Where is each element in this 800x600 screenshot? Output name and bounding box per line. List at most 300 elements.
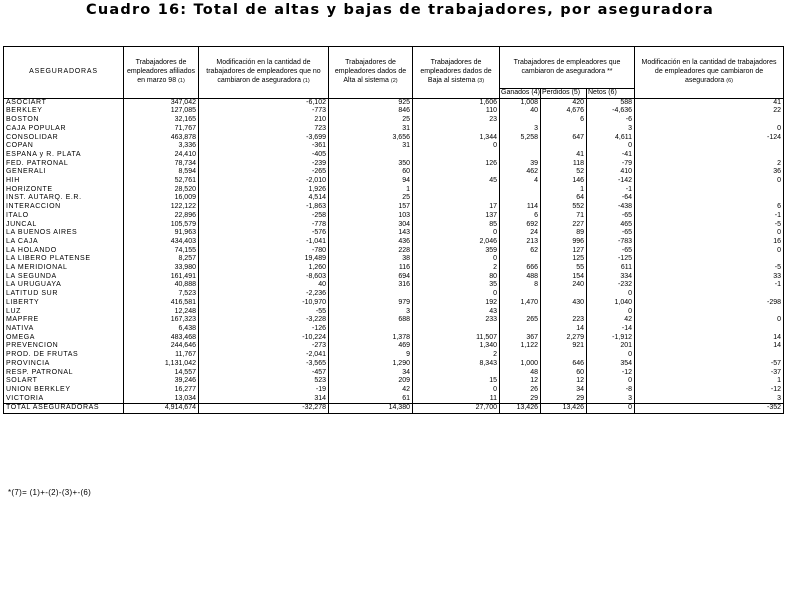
subheader-netos: Netos (6) [587,89,635,99]
cell-ganados: 8 [500,281,541,290]
cell-bajas: 137 [413,212,500,221]
table-row [4,325,784,334]
header-aseguradoras: ASEGURADORAS [4,47,124,99]
cell-aseguradora-name: GENERALI [4,168,124,177]
table-row [4,377,784,386]
cell-modificacion-cambio: -124 [635,134,784,143]
cell-altas: 25 [329,116,413,125]
cell-ganados: 29 [500,395,541,404]
cell-perdidos [541,308,587,317]
cell-modificacion-cambio [635,151,784,160]
cell-modificacion-cambio: 0 [635,125,784,134]
table-body [4,98,784,413]
cell-ganados: 3 [500,125,541,134]
cell-bajas: 110 [413,107,500,116]
cell-perdidos [541,142,587,151]
altas-bajas-table [3,46,784,414]
cell-altas: 14,380 [329,404,413,414]
cell-trabajadores-marzo: 22,896 [124,212,199,221]
cell-modificacion-cambio [635,255,784,264]
cell-netos: -79 [587,160,635,169]
cell-modificacion-sin-cambio: -2,041 [199,351,329,360]
cell-bajas: 17 [413,203,500,212]
cell-trabajadores-marzo: 4,914,674 [124,404,199,414]
cell-altas: 38 [329,255,413,264]
cell-aseguradora-name: LA MERIDIONAL [4,264,124,273]
cell-netos: 0 [587,142,635,151]
cell-bajas: 233 [413,316,500,325]
cell-modificacion-sin-cambio: -32,278 [199,404,329,414]
cell-modificacion-sin-cambio: -773 [199,107,329,116]
table-row [4,168,784,177]
cell-ganados: 39 [500,160,541,169]
cell-bajas: 2,046 [413,238,500,247]
cell-bajas: 192 [413,299,500,308]
cell-aseguradora-name: NATIVA [4,325,124,334]
cell-modificacion-sin-cambio: 210 [199,116,329,125]
cell-trabajadores-marzo: 13,034 [124,395,199,404]
cell-trabajadores-marzo: 347,042 [124,98,199,107]
cell-aseguradora-name: BOSTON [4,116,124,125]
cell-altas: 304 [329,221,413,230]
table-row [4,334,784,343]
cell-netos: 611 [587,264,635,273]
cell-aseguradora-name: SOLART [4,377,124,386]
cell-ganados: 26 [500,386,541,395]
cell-trabajadores-marzo: 16,277 [124,386,199,395]
table-row [4,221,784,230]
cell-perdidos: 34 [541,386,587,395]
cell-ganados: 62 [500,247,541,256]
cell-aseguradora-name: LUZ [4,308,124,317]
header-col1 [124,47,199,99]
cell-modificacion-sin-cambio: -265 [199,168,329,177]
cell-trabajadores-marzo: 6,438 [124,325,199,334]
cell-aseguradora-name: LATITUD SUR [4,290,124,299]
cell-modificacion-sin-cambio: 4,514 [199,194,329,203]
table-row [4,177,784,186]
cell-trabajadores-marzo: 33,980 [124,264,199,273]
cell-ganados: 114 [500,203,541,212]
cell-netos: -1,912 [587,334,635,343]
cell-modificacion-sin-cambio: -2,236 [199,290,329,299]
cell-modificacion-sin-cambio: 314 [199,395,329,404]
cell-ganados: 48 [500,369,541,378]
cell-perdidos: 118 [541,160,587,169]
cell-modificacion-sin-cambio: -126 [199,325,329,334]
cell-modificacion-sin-cambio: -3,699 [199,134,329,143]
cell-altas: 31 [329,125,413,134]
cell-netos: -125 [587,255,635,264]
cell-aseguradora-name: LA HOLANDO [4,247,124,256]
cell-aseguradora-name: UNION BERKLEY [4,386,124,395]
header-col4-text: Trabajadores de empleadores dados de Baja al sistema [420,59,492,84]
cell-aseguradora-name: VICTORIA [4,395,124,404]
cell-perdidos: 227 [541,221,587,230]
cell-netos: -232 [587,281,635,290]
cell-aseguradora-name: RESP. PATRONAL [4,369,124,378]
cell-ganados: 213 [500,238,541,247]
cell-modificacion-cambio: 33 [635,273,784,282]
cell-bajas: 126 [413,160,500,169]
cell-aseguradora-name: ESPAÑA y R. PLATA [4,151,124,160]
cell-modificacion-sin-cambio: 523 [199,377,329,386]
header-col5: Trabajadores de empleadores que cambiaron de aseguradora ** [500,47,635,89]
cell-modificacion-sin-cambio: -2,010 [199,177,329,186]
cell-bajas: 85 [413,221,500,230]
cell-perdidos: 4,676 [541,107,587,116]
cell-bajas: 1,340 [413,342,500,351]
table-row [4,238,784,247]
table-row [4,229,784,238]
table-row [4,125,784,134]
cell-trabajadores-marzo: 12,248 [124,308,199,317]
cell-ganados [500,351,541,360]
header-col1-note: (1) [178,77,185,84]
cell-ganados: 1,000 [500,360,541,369]
cell-perdidos: 52 [541,168,587,177]
header-row [4,47,784,89]
header-col3-text: Trabajadores de empleadores dados de Alta al sistema [334,59,407,84]
cell-netos: -65 [587,212,635,221]
cell-modificacion-cambio: -1 [635,212,784,221]
cell-netos: 0 [587,351,635,360]
cell-netos: -65 [587,229,635,238]
cell-altas: 979 [329,299,413,308]
cell-modificacion-cambio: 6 [635,203,784,212]
cell-bajas [413,151,500,160]
cell-modificacion-cambio [635,186,784,195]
cell-ganados: 6 [500,212,541,221]
header-col1-text: Trabajadores de empleadores afiliados en marzo 98 [126,59,196,84]
cell-trabajadores-marzo: 7,523 [124,290,199,299]
header-col6-text: Modificación en la cantidad de trabajadores de empleadores que cambiaron de aseguradora [641,59,777,84]
cell-modificacion-cambio [635,351,784,360]
table-row [4,299,784,308]
cell-altas: 34 [329,369,413,378]
cell-aseguradora-name: ITALO [4,212,124,221]
cell-modificacion-sin-cambio: -576 [199,229,329,238]
cell-aseguradora-name: JUNCAL [4,221,124,230]
table-row [4,134,784,143]
cell-perdidos: 71 [541,212,587,221]
cell-perdidos: 2,279 [541,334,587,343]
cell-ganados [500,186,541,195]
cell-netos: -64 [587,194,635,203]
cell-modificacion-sin-cambio: -780 [199,247,329,256]
cell-trabajadores-marzo: 71,767 [124,125,199,134]
cell-trabajadores-marzo: 8,594 [124,168,199,177]
cell-aseguradora-name: BERKLEY [4,107,124,116]
cell-bajas: 1,344 [413,134,500,143]
cell-bajas [413,325,500,334]
cell-modificacion-cambio: -37 [635,369,784,378]
cell-perdidos: 127 [541,247,587,256]
cell-altas: 42 [329,386,413,395]
cell-ganados: 265 [500,316,541,325]
cell-perdidos: 29 [541,395,587,404]
table-row [4,351,784,360]
cell-trabajadores-marzo: 416,581 [124,299,199,308]
cell-modificacion-cambio: -57 [635,360,784,369]
cell-netos: 0 [587,308,635,317]
cell-perdidos: 223 [541,316,587,325]
table-row [4,255,784,264]
cell-bajas [413,369,500,378]
cell-ganados: 1,122 [500,342,541,351]
table-row [4,360,784,369]
cell-bajas: 0 [413,142,500,151]
cell-ganados: 12 [500,377,541,386]
cell-bajas [413,186,500,195]
cell-modificacion-sin-cambio: -19 [199,386,329,395]
cell-trabajadores-marzo: 483,468 [124,334,199,343]
cell-aseguradora-name: ASOCIART [4,98,124,107]
cell-bajas: 0 [413,229,500,238]
cell-altas [329,325,413,334]
cell-netos: 4,611 [587,134,635,143]
cell-aseguradora-name: LA CAJA [4,238,124,247]
cell-perdidos: 552 [541,203,587,212]
table-row [4,395,784,404]
cell-modificacion-cambio [635,194,784,203]
cell-modificacion-cambio: 3 [635,395,784,404]
cell-netos: -142 [587,177,635,186]
cell-altas: 925 [329,98,413,107]
cell-modificacion-sin-cambio: -1,863 [199,203,329,212]
cell-aseguradora-name: FED. PATRONAL [4,160,124,169]
cell-netos: 410 [587,168,635,177]
subheader-perdidos: Perdidos (5) [541,89,587,99]
cell-perdidos: 12 [541,377,587,386]
cell-perdidos: 420 [541,98,587,107]
cell-ganados: 24 [500,229,541,238]
cell-modificacion-cambio: -12 [635,386,784,395]
cell-aseguradora-name: LIBERTY [4,299,124,308]
cell-altas: 143 [329,229,413,238]
cell-modificacion-sin-cambio: -3,228 [199,316,329,325]
cell-bajas [413,125,500,134]
cell-bajas: 27,700 [413,404,500,414]
cell-netos: -6 [587,116,635,125]
cell-perdidos [541,351,587,360]
cell-modificacion-sin-cambio: -10,970 [199,299,329,308]
cell-trabajadores-marzo: 91,963 [124,229,199,238]
table-row [4,160,784,169]
cell-perdidos: 646 [541,360,587,369]
cell-trabajadores-marzo: 16,009 [124,194,199,203]
cell-aseguradora-name: INTERACCION [4,203,124,212]
table-row [4,281,784,290]
cell-altas: 3,656 [329,134,413,143]
cell-trabajadores-marzo: 122,122 [124,203,199,212]
cell-modificacion-cambio: 0 [635,177,784,186]
cell-altas: 103 [329,212,413,221]
cell-ganados [500,142,541,151]
footnote: *(7)= (1)+-(2)-(3)+-(6) [8,488,92,497]
cell-netos: 3 [587,125,635,134]
header-col2 [199,47,329,99]
cell-bajas: 11 [413,395,500,404]
cell-perdidos [541,290,587,299]
cell-ganados [500,255,541,264]
cell-trabajadores-marzo: 127,085 [124,107,199,116]
cell-altas: 25 [329,194,413,203]
cell-netos: 0 [587,404,635,414]
cell-netos: -65 [587,247,635,256]
table-row [4,290,784,299]
cell-bajas: 45 [413,177,500,186]
cell-altas: 157 [329,203,413,212]
cell-netos: 42 [587,316,635,325]
table-row [4,316,784,325]
cell-aseguradora-name: CONSOLIDAR [4,134,124,143]
cell-modificacion-cambio: 14 [635,334,784,343]
cell-modificacion-cambio: -298 [635,299,784,308]
cell-altas: 209 [329,377,413,386]
subheader-ganados: Ganados (4) [500,89,541,99]
cell-modificacion-sin-cambio: 1,926 [199,186,329,195]
cell-bajas [413,194,500,203]
cell-altas [329,151,413,160]
header-col4 [413,47,500,99]
cell-modificacion-cambio: 0 [635,316,784,325]
cell-altas: 94 [329,177,413,186]
cell-ganados: 1,008 [500,98,541,107]
cell-modificacion-cambio [635,142,784,151]
cell-perdidos: 996 [541,238,587,247]
cell-altas: 436 [329,238,413,247]
table-row [4,107,784,116]
cell-perdidos: 60 [541,369,587,378]
cell-bajas: 0 [413,290,500,299]
header-col3 [329,47,413,99]
cell-perdidos: 146 [541,177,587,186]
cell-aseguradora-name: CAJA POPULAR [4,125,124,134]
cell-modificacion-cambio: -5 [635,221,784,230]
cell-bajas: 43 [413,308,500,317]
table-title: Cuadro 16: Total de altas y bajas de trabajadores, por aseguradora [86,2,714,18]
cell-aseguradora-name: LA BUENOS AIRES [4,229,124,238]
cell-netos: 1,040 [587,299,635,308]
table-row [4,151,784,160]
cell-bajas: 0 [413,386,500,395]
cell-altas: 1,290 [329,360,413,369]
table-row [4,273,784,282]
cell-altas: 1,378 [329,334,413,343]
cell-ganados: 666 [500,264,541,273]
cell-ganados: 692 [500,221,541,230]
cell-bajas: 8,343 [413,360,500,369]
cell-modificacion-cambio [635,116,784,125]
cell-modificacion-sin-cambio: -1,041 [199,238,329,247]
cell-perdidos: 921 [541,342,587,351]
cell-modificacion-sin-cambio: -10,224 [199,334,329,343]
cell-netos: 334 [587,273,635,282]
cell-netos: 0 [587,290,635,299]
cell-aseguradora-name: LA URUGUAYA [4,281,124,290]
cell-trabajadores-marzo: 1,131,042 [124,360,199,369]
cell-modificacion-sin-cambio: -6,102 [199,98,329,107]
cell-perdidos: 14 [541,325,587,334]
cell-modificacion-sin-cambio: -778 [199,221,329,230]
cell-ganados: 4 [500,177,541,186]
cell-trabajadores-marzo: 244,646 [124,342,199,351]
cell-netos: 354 [587,360,635,369]
cell-ganados [500,116,541,125]
cell-trabajadores-marzo: 167,323 [124,316,199,325]
cell-netos: -14 [587,325,635,334]
cell-modificacion-sin-cambio: -405 [199,151,329,160]
cell-ganados: 13,426 [500,404,541,414]
cell-trabajadores-marzo: 24,410 [124,151,199,160]
cell-altas: 60 [329,168,413,177]
table-row [4,186,784,195]
cell-bajas: 11,507 [413,334,500,343]
table-row [4,116,784,125]
table-row [4,247,784,256]
cell-trabajadores-marzo: 14,557 [124,369,199,378]
cell-modificacion-cambio: 0 [635,229,784,238]
cell-modificacion-sin-cambio: -3,565 [199,360,329,369]
cell-bajas [413,168,500,177]
table-row [4,98,784,107]
header-col4-note: (3) [477,77,485,84]
cell-aseguradora-name: LA SEGUNDA [4,273,124,282]
cell-netos: 588 [587,98,635,107]
cell-bajas: 23 [413,116,500,125]
table-row [4,308,784,317]
cell-modificacion-sin-cambio: -361 [199,142,329,151]
table-row [4,264,784,273]
cell-perdidos: 1 [541,186,587,195]
cell-trabajadores-marzo: 11,767 [124,351,199,360]
cell-perdidos: 41 [541,151,587,160]
cell-netos: -1 [587,186,635,195]
cell-trabajadores-marzo: 78,734 [124,160,199,169]
cell-netos: 3 [587,395,635,404]
cell-aseguradora-name: COPAN [4,142,124,151]
cell-aseguradora-name: TOTAL ASEGURADORAS [4,404,124,414]
cell-netos: 0 [587,377,635,386]
cell-altas: 116 [329,264,413,273]
cell-modificacion-sin-cambio: 1,260 [199,264,329,273]
cell-bajas: 15 [413,377,500,386]
cell-perdidos: 55 [541,264,587,273]
table-row [4,212,784,221]
cell-ganados: 488 [500,273,541,282]
cell-trabajadores-marzo: 161,491 [124,273,199,282]
cell-aseguradora-name: OMEGA [4,334,124,343]
cell-modificacion-sin-cambio: 723 [199,125,329,134]
cell-netos: 201 [587,342,635,351]
cell-netos: -12 [587,369,635,378]
cell-ganados: 40 [500,107,541,116]
cell-ganados: 367 [500,334,541,343]
cell-ganados [500,325,541,334]
cell-perdidos: 154 [541,273,587,282]
cell-netos: 465 [587,221,635,230]
cell-altas: 469 [329,342,413,351]
cell-bajas: 2 [413,351,500,360]
cell-aseguradora-name: PROD. DE FRUTAS [4,351,124,360]
cell-modificacion-cambio: -5 [635,264,784,273]
cell-altas: 3 [329,308,413,317]
cell-ganados: 5,258 [500,134,541,143]
cell-aseguradora-name: HORIZONTE [4,186,124,195]
cell-perdidos: 125 [541,255,587,264]
cell-altas [329,290,413,299]
